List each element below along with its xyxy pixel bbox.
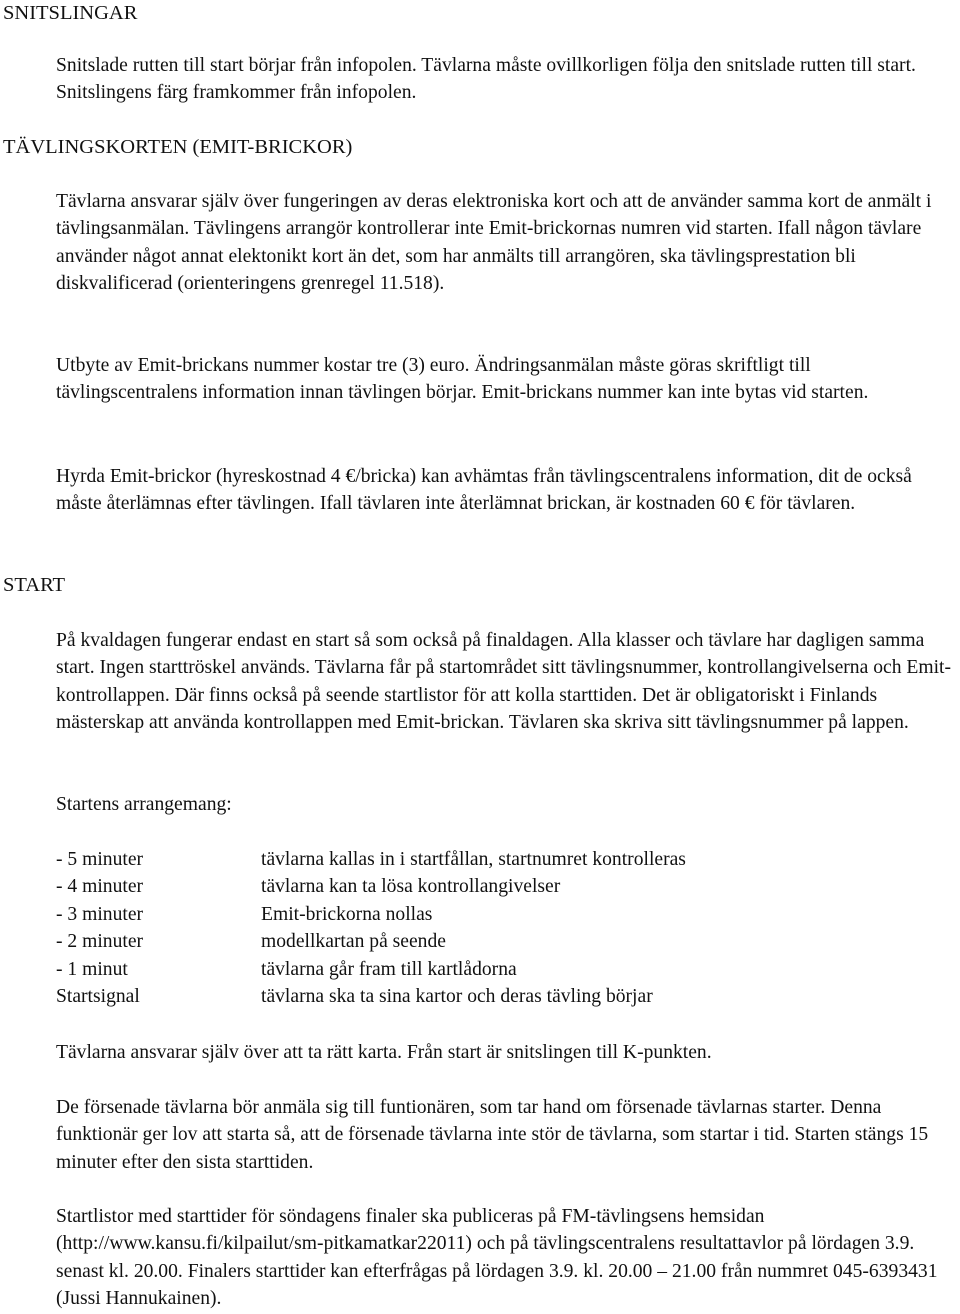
schedule-time: - 4 minuter bbox=[56, 876, 144, 897]
schedule-action: tävlarna kan ta lösa kontrollangivelser bbox=[261, 876, 561, 897]
schedule-action: Emit-brickorna nollas bbox=[261, 904, 433, 925]
paragraph-emit-responsibility: Tävlarna ansvarar själv över fungeringen av deras elektroniska kort och att de använder samma kort de anmält i tävlingsanmälan. Tävlingens arrangör kontrollerar inte Emit-brickornas numren vid starten. Ifall någon tävlare använder något annat elektonikt kort än det, som har anmälts till arrangören, ska tävlingsprestation bli diskvalificerad (orienteringens grenregel 11.518). bbox=[56, 191, 932, 294]
paragraph-emit-rental: Hyrda Emit-brickor (hyreskostnad 4 €/bricka) kan avhämtas från tävlingscentralens information, dit de också måste återlämnas efter tävlingen. Ifall tävlaren inte återlämnat brickan, är kostnaden 60 € för tävlaren. bbox=[56, 466, 912, 515]
schedule-time: - 1 minut bbox=[56, 959, 128, 980]
schedule-row bbox=[56, 901, 936, 928]
heading-tavlingskorten: TÄVLINGSKORTEN (EMIT-BRICKOR) bbox=[3, 136, 353, 158]
heading-snitslingar: SNITSLINGAR bbox=[3, 2, 138, 24]
schedule-row bbox=[56, 928, 936, 955]
schedule-row bbox=[56, 846, 936, 873]
schedule-action: tävlarna ska ta sina kartor och deras tävling börjar bbox=[261, 986, 653, 1007]
schedule-action: tävlarna går fram till kartlådorna bbox=[261, 959, 517, 980]
paragraph-start-intro: På kvaldagen fungerar endast en start så som också på finaldagen. Alla klasser och tävlare har dagligen samma start. Ingen starttröskel används. Tävlarna får på startområdet sitt tävlingsnummer, kontrollangivelserna och Emit-kontrollappen. Där finns också på seende startlistor för att kolla starttiden. Det är obligatoriskt i Finlands mästerskap att använda kontrollappen med Emit-brickan. Tävlaren ska skriva sitt tävlingsnummer på lappen. bbox=[56, 630, 952, 733]
schedule-time: - 3 minuter bbox=[56, 904, 144, 925]
schedule-row bbox=[56, 873, 936, 900]
schedule-row bbox=[56, 983, 936, 1010]
paragraph-snitslingar: Snitslade rutten till start börjar från infopolen. Tävlarna måste ovillkorligen följa den snitslade rutten till start. Snitslingens färg framkommer från infopolen. bbox=[56, 55, 916, 104]
schedule-time: - 5 minuter bbox=[56, 849, 144, 870]
schedule-action: modellkartan på seende bbox=[261, 931, 446, 952]
paragraph-correct-map: Tävlarna ansvarar själv över att ta rätt karta. Från start är snitslingen till K-punkten. bbox=[56, 1042, 712, 1063]
start-arrangement-title: Startens arrangemang: bbox=[56, 794, 232, 815]
paragraph-late-starters: De försenade tävlarna bör anmäla sig till funtionären, som tar hand om försenade tävlarnas starter. Denna funktionär ger lov att starta så, att de försenade tävlarna inte stör de tävlarna, som startar i tid. Starten stängs 15 minuter efter den sista starttiden. bbox=[56, 1097, 929, 1173]
schedule-time: Startsignal bbox=[56, 986, 140, 1007]
heading-start: START bbox=[3, 574, 66, 596]
schedule-row bbox=[56, 956, 936, 983]
paragraph-emit-exchange: Utbyte av Emit-brickans nummer kostar tre (3) euro. Ändringsanmälan måste göras skriftligt till tävlingscentralens information innan tävlingen börjar. Emit-brickans nummer kan inte bytas vid starten. bbox=[56, 355, 869, 404]
schedule-time: - 2 minuter bbox=[56, 931, 144, 952]
schedule-action: tävlarna kallas in i startfållan, startnumret kontrolleras bbox=[261, 849, 686, 870]
paragraph-start-lists: Startlistor med starttider för söndagens finaler ska publiceras på FM-tävlingsens hemsidan (http://www.kansu.fi/kilpailut/sm-pitkamatkar22011) och på tävlingscentralens resultattavlor på lördagen 3.9. senast kl. 20.00. Finalers starttider kan efterfrågas på lördagen 3.9. kl. 20.00 – 21.00 från nummret 045-6393431 (Jussi Hannukainen). bbox=[56, 1206, 938, 1309]
